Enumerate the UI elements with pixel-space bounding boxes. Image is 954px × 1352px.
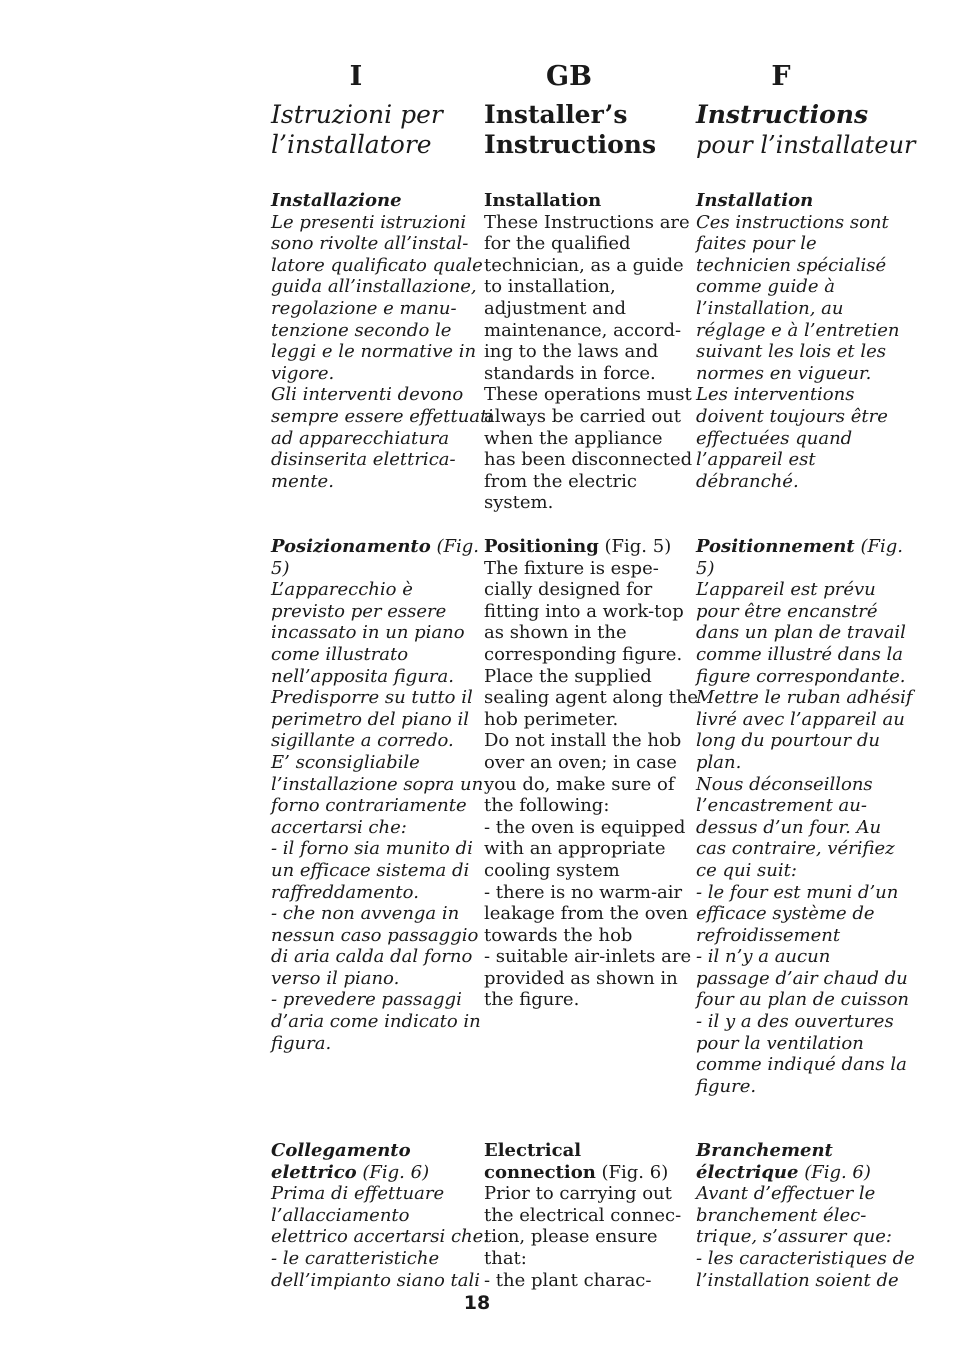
section-positioning-gb	[484, 536, 699, 1011]
text-line: l’allacciamento	[271, 1204, 410, 1226]
section-heading-text: Positioning	[484, 536, 599, 557]
text-line: suivant les lois et les	[696, 341, 886, 363]
text-line: refroidissement	[696, 924, 841, 946]
figure-reference: (Fig. 6)	[356, 1161, 430, 1183]
text-line: to installation,	[484, 276, 616, 298]
section-electrical-gb	[484, 1140, 694, 1291]
text-line: nell’apposita figura.	[271, 665, 454, 687]
text-line: over an oven; in case	[484, 751, 677, 773]
text-line: long du pourtour du	[696, 730, 880, 752]
text-line: technicien spécialisé	[696, 254, 887, 276]
text-line: Place the supplied	[484, 665, 652, 687]
section-heading-text: Posizionamento	[271, 536, 431, 557]
text-line: l’installazione sopra un	[271, 773, 484, 795]
text-line: accertarsi che:	[271, 816, 407, 838]
section-positioning-fr	[696, 536, 913, 1097]
text-line: you do, make sure of	[484, 773, 675, 795]
section-heading	[484, 1140, 694, 1162]
section-heading	[484, 190, 694, 212]
title-fr	[696, 100, 926, 160]
text-line: latore qualificato quale	[271, 254, 483, 276]
title-gb	[484, 100, 714, 160]
text-line: corresponding figure.	[484, 643, 683, 665]
column-french	[696, 60, 916, 1291]
section-installation-it	[271, 190, 494, 492]
text-line: passage d’air chaud du	[696, 967, 908, 989]
text-line: fitting into a work-top	[484, 600, 684, 622]
figure-reference: (Fig. 5)	[271, 536, 479, 579]
figure-reference: (Fig. 5)	[696, 536, 903, 579]
text-line: trique, s’assurer que:	[696, 1226, 892, 1248]
text-line: E’ sconsigliabile	[271, 751, 420, 773]
text-line: guida all’installazione,	[271, 276, 477, 298]
text-line: cas contraire, vérifiez	[696, 838, 895, 860]
section-heading-text: elettrico	[271, 1161, 357, 1183]
text-line: di aria calda dal forno	[271, 946, 473, 968]
title-line: Instructions	[484, 130, 657, 159]
text-line: figure correspondante.	[696, 665, 906, 687]
section-installation-gb	[484, 190, 694, 514]
section-heading-text: Electrical	[484, 1140, 582, 1161]
section-heading	[484, 536, 694, 558]
text-line: with an appropriate	[484, 838, 666, 860]
text-line: sealing agent along the	[484, 687, 699, 709]
section-heading	[696, 190, 906, 212]
text-line: Do not install the hob	[484, 730, 682, 752]
text-line: sigillante a corredo.	[271, 730, 454, 752]
text-line: towards the hob	[484, 924, 633, 946]
text-line: from the electric	[484, 470, 637, 492]
text-line: faites pour le	[696, 233, 817, 255]
title-it	[271, 100, 501, 160]
section-positioning-it	[271, 536, 484, 1054]
text-line: system.	[484, 492, 554, 514]
text-line: pour la ventilation	[696, 1032, 864, 1054]
language-heading-gb: GB	[546, 61, 592, 92]
text-line: L’appareil est prévu	[696, 579, 876, 601]
text-line: leggi e le normative in	[271, 341, 477, 363]
text-line: regolazione e manu-	[271, 297, 457, 319]
text-line: - the oven is equipped	[484, 816, 686, 838]
text-line: - suitable air-inlets are	[484, 946, 692, 968]
text-line: previsto per essere	[271, 600, 447, 622]
text-line: dell’impianto siano tali	[271, 1269, 480, 1291]
figure-reference: (Fig. 6)	[798, 1161, 871, 1183]
text-line: always be carried out	[484, 405, 681, 427]
text-line: - there is no warm-air	[484, 881, 683, 903]
text-line: four au plan de cuisson	[696, 989, 910, 1011]
language-heading-fr: F	[771, 61, 791, 92]
text-line: for the qualified	[484, 233, 631, 255]
text-line: un efficace sistema di	[271, 859, 470, 881]
text-line: the figure.	[484, 989, 580, 1011]
text-line: ad apparecchiatura	[271, 427, 450, 449]
section-heading	[271, 190, 481, 212]
text-line: l’encastrement au-	[696, 795, 867, 817]
section-heading-text: Collegamento	[271, 1140, 411, 1161]
text-line: cooling system	[484, 859, 620, 881]
text-line: plan.	[696, 751, 742, 773]
text-line: débranché.	[696, 470, 799, 492]
section-heading-text: connection	[484, 1161, 596, 1183]
language-heading-it: I	[349, 61, 363, 92]
text-line: provided as shown in	[484, 967, 678, 989]
section-heading	[696, 1162, 906, 1184]
text-line: as shown in the	[484, 622, 627, 644]
text-line: Avant d’effectuer le	[696, 1183, 876, 1205]
text-line: mente.	[271, 470, 334, 492]
section-installation-fr	[696, 190, 906, 492]
page-number: 18	[463, 1292, 491, 1314]
text-line: réglage e à l’entretien	[696, 319, 900, 341]
text-line: elettrico accertarsi che:	[271, 1226, 490, 1248]
text-line: comme illustré dans la	[696, 643, 904, 665]
column-english	[484, 60, 699, 1291]
title-line: Installer’s	[484, 100, 628, 129]
text-line: Nous déconseillons	[696, 773, 873, 795]
text-line: forno contrariamente	[271, 795, 467, 817]
text-line: nessun caso passaggio	[271, 924, 479, 946]
section-heading-text: Installation	[696, 190, 814, 211]
text-line: cially designed for	[484, 579, 653, 601]
section-heading	[271, 1162, 481, 1184]
text-line: leakage from the oven	[484, 903, 689, 925]
text-line: tion, please ensure	[484, 1226, 658, 1248]
text-line: - che non avvenga in	[271, 903, 460, 925]
text-line: come illustrato	[271, 643, 409, 665]
text-line: - le four est muni d’un	[696, 881, 899, 903]
text-line: the electrical connec-	[484, 1204, 682, 1226]
text-line: vigore.	[271, 362, 335, 384]
text-line: doivent toujours être	[696, 405, 888, 427]
text-line: tenzione secondo le	[271, 319, 452, 341]
text-line: The fixture is espe-	[484, 557, 659, 579]
text-line: branchement élec-	[696, 1204, 867, 1226]
text-line: l’appareil est	[696, 449, 816, 471]
text-line: Predisporre su tutto il	[271, 687, 473, 709]
figure-reference: (Fig. 5)	[598, 536, 672, 557]
text-line: incassato in un piano	[271, 622, 465, 644]
text-line: - le caratteristiche	[271, 1247, 440, 1269]
section-heading	[271, 1140, 481, 1162]
text-line: disinserita elettrica-	[271, 449, 456, 471]
section-heading-text: électrique	[696, 1161, 799, 1183]
text-line: pour être encanstré	[696, 600, 878, 622]
text-line: comme guide à	[696, 276, 835, 298]
text-line: Les interventions	[696, 384, 855, 406]
text-line: dessus d’un four. Au	[696, 816, 882, 838]
section-electrical-it	[271, 1140, 490, 1291]
text-line: Gli interventi devono	[271, 384, 464, 406]
section-heading	[696, 1140, 906, 1162]
column-italian	[271, 60, 494, 1291]
section-heading	[696, 536, 906, 579]
text-line: hob perimeter.	[484, 708, 619, 730]
text-line: - il n’y a aucun	[696, 946, 831, 968]
text-line: - il y a des ouvertures	[696, 1011, 894, 1033]
text-line: has been disconnected	[484, 449, 693, 471]
text-line: figure.	[696, 1075, 757, 1097]
text-line: Le presenti istruzioni	[271, 211, 467, 233]
text-line: effectuées quand	[696, 427, 853, 449]
text-line: that:	[484, 1247, 527, 1269]
text-line: l’installation, au	[696, 297, 844, 319]
section-heading-text: Positionnement	[696, 536, 855, 557]
section-heading	[484, 1162, 694, 1184]
text-line: Prima di effettuare	[271, 1183, 445, 1205]
text-line: d’aria come indicato in	[271, 1011, 481, 1033]
text-line: - il forno sia munito di	[271, 838, 473, 860]
text-line: technician, as a guide	[484, 254, 684, 276]
section-electrical-fr	[696, 1140, 915, 1291]
section-heading-text: Installation	[484, 190, 602, 211]
title-line: Instructions	[696, 100, 869, 129]
text-line: ing to the laws and	[484, 341, 659, 363]
figure-reference: (Fig. 6)	[595, 1161, 669, 1183]
text-line: l’installation soient de	[696, 1269, 899, 1291]
text-line: - prevedere passaggi	[271, 989, 462, 1011]
text-line: - the plant charac-	[484, 1269, 652, 1291]
text-line: when the appliance	[484, 427, 663, 449]
section-heading-text: Installazione	[271, 190, 402, 211]
text-line: comme indiqué dans la	[696, 1054, 907, 1076]
text-line: Mettre le ruban adhésif	[696, 687, 913, 709]
text-line: standards in force.	[484, 362, 656, 384]
text-line: These operations must	[484, 384, 692, 406]
text-line: Prior to carrying out	[484, 1183, 672, 1205]
title-line: pour l’installateur	[696, 131, 916, 159]
text-line: figura.	[271, 1032, 332, 1054]
title-line: l’installatore	[271, 130, 432, 159]
title-line: Istruzioni per	[271, 100, 443, 129]
text-line: dans un plan de travail	[696, 622, 906, 644]
text-line: Ces instructions sont	[696, 211, 889, 233]
text-line: sono rivolte all’instal-	[271, 233, 469, 255]
text-line: These Instructions are	[484, 211, 690, 233]
section-heading	[271, 536, 481, 579]
text-line: L’apparecchio è	[271, 579, 413, 601]
text-line: maintenance, accord-	[484, 319, 682, 341]
section-heading-text: Branchement	[696, 1140, 833, 1161]
text-line: ce qui suit:	[696, 859, 797, 881]
text-line: raffreddamento.	[271, 881, 419, 903]
text-line: verso il piano.	[271, 967, 400, 989]
text-line: the following:	[484, 795, 610, 817]
text-line: sempre essere effettuati	[271, 405, 494, 427]
text-line: perimetro del piano il	[271, 708, 469, 730]
text-line: normes en vigueur.	[696, 362, 872, 384]
text-line: - les caracteristiques de	[696, 1247, 915, 1269]
text-line: adjustment and	[484, 297, 627, 319]
text-line: efficace système de	[696, 903, 875, 925]
text-line: livré avec l’appareil au	[696, 708, 905, 730]
